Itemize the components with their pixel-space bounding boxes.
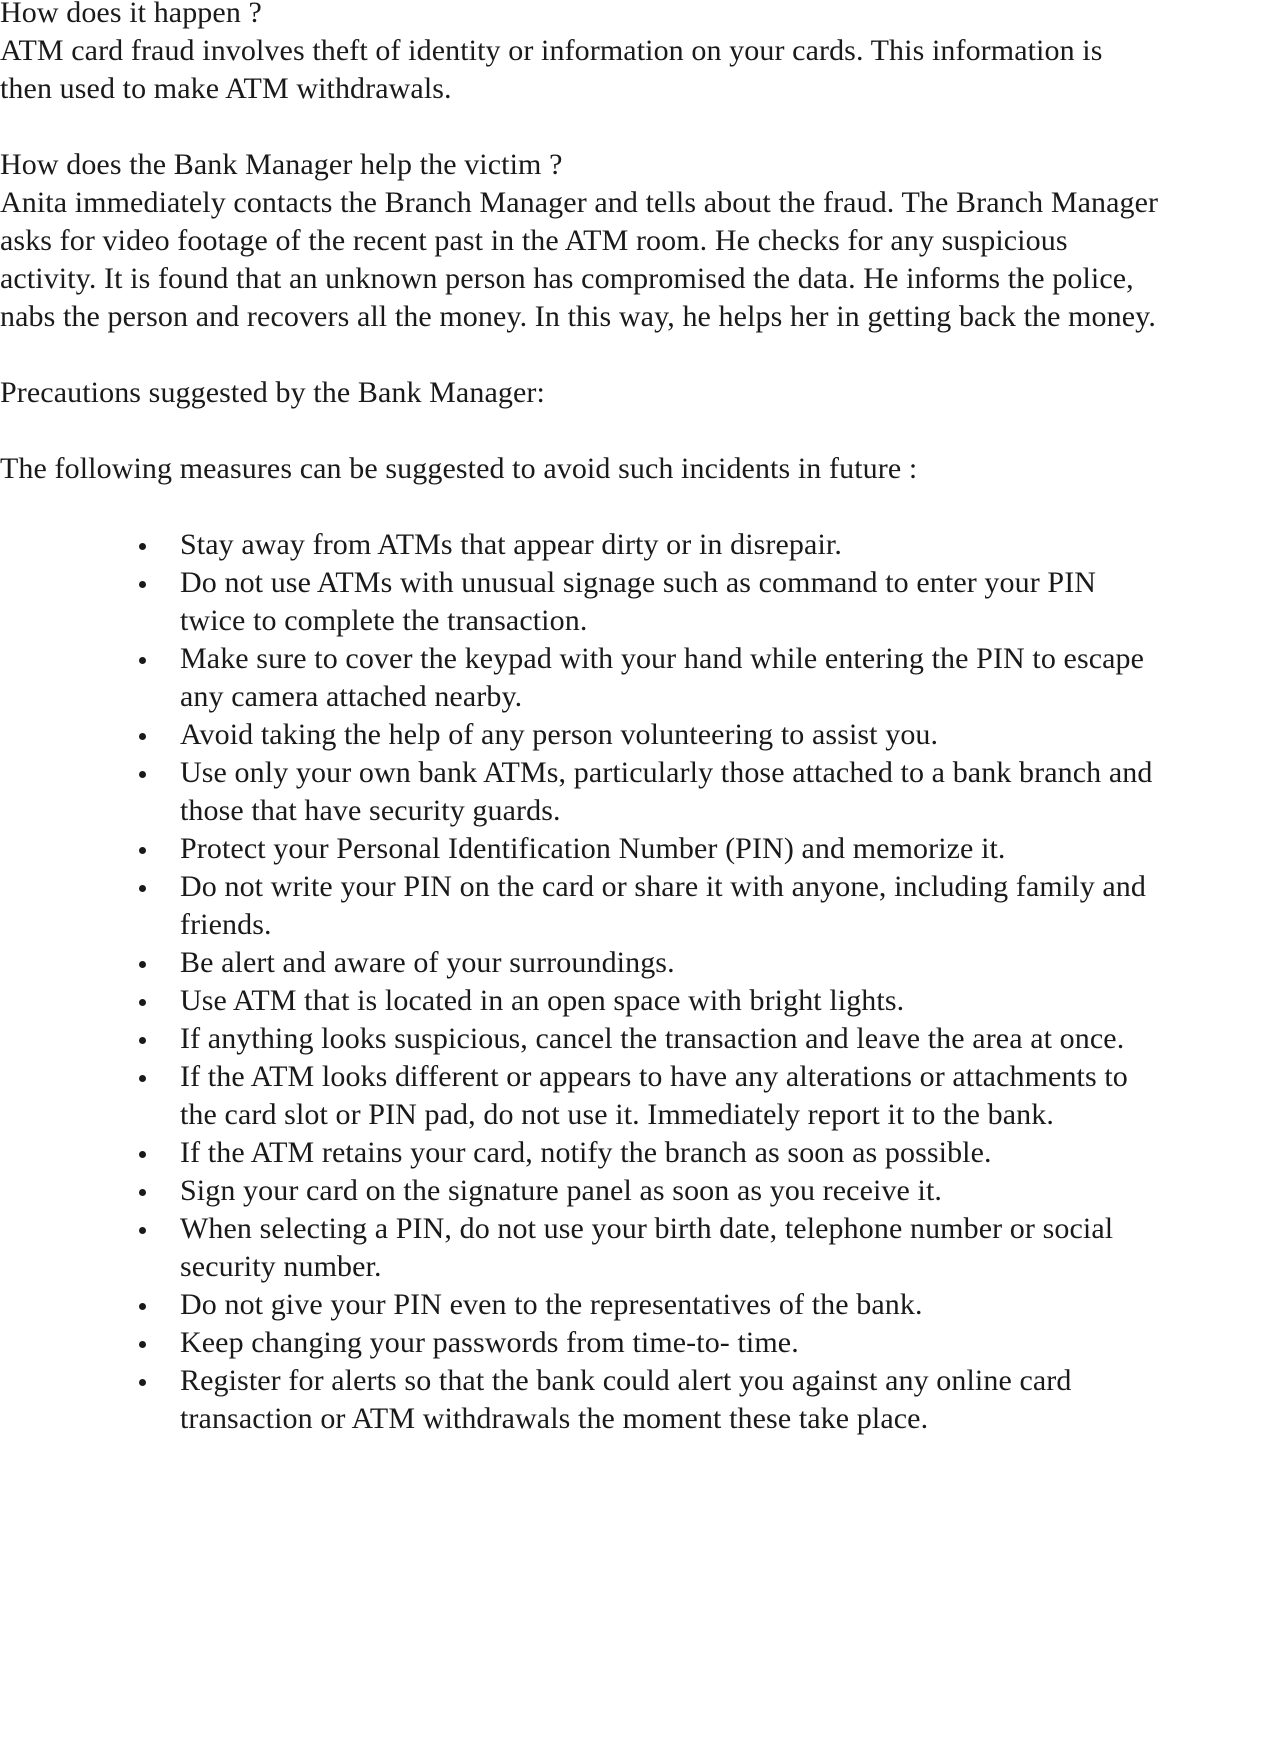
list-item: [0, 868, 1160, 944]
bullet-icon: [139, 1379, 146, 1386]
bullet-icon: [139, 1341, 146, 1348]
list-item: [0, 944, 1160, 982]
list-item: [0, 1210, 1160, 1286]
spacer: [0, 108, 1160, 146]
bullet-icon: [139, 733, 146, 740]
heading-precautions: Precautions suggested by the Bank Manager:: [0, 376, 545, 409]
list-item-text: Make sure to cover the keypad with your hand while entering the PIN to escape any camera attached nearby.: [180, 642, 1145, 713]
list-item-text: If the ATM looks different or appears to have any alterations or attachments to the card slot or PIN pad, do not use it. Immediately report it to the bank.: [180, 1060, 1128, 1131]
list-item-text: Avoid taking the help of any person volunteering to assist you.: [180, 718, 939, 751]
precautions-list: [0, 526, 1160, 1438]
bullet-icon: [139, 847, 146, 854]
paragraph-how-does-it-happen: ATM card fraud involves theft of identity or information on your cards. This information is then used to make ATM withdrawals.: [0, 34, 1103, 105]
list-item-text: Do not write your PIN on the card or share it with anyone, including family and friends.: [180, 870, 1147, 941]
heading-bank-manager-help: How does the Bank Manager help the victim ?: [0, 148, 563, 181]
list-item-text: Do not give your PIN even to the representatives of the bank.: [180, 1288, 923, 1321]
list-item-text: Use only your own bank ATMs, particularly those attached to a bank branch and those that have security guards.: [180, 756, 1153, 827]
list-item-text: Protect your Personal Identification Number (PIN) and memorize it.: [180, 832, 1006, 865]
list-item-text: Be alert and aware of your surroundings.: [180, 946, 675, 979]
list-item-text: Keep changing your passwords from time-to- time.: [180, 1326, 799, 1359]
spacer: [0, 488, 1160, 526]
paragraph-bank-manager-help: Anita immediately contacts the Branch Manager and tells about the fraud. The Branch Manager asks for video footage of the recent past in the ATM room. He checks for any suspicious activity. It is found that an unknown person has compromised the data. He informs the police, nabs the person and recovers all the money. In this way, he helps her in getting back the money.: [0, 186, 1159, 333]
list-item: [0, 526, 1160, 564]
list-item-text: Do not use ATMs with unusual signage such as command to enter your PIN twice to complete the transaction.: [180, 566, 1097, 637]
list-item: [0, 1020, 1160, 1058]
list-item: [0, 1172, 1160, 1210]
list-item: [0, 716, 1160, 754]
bullet-icon: [139, 581, 146, 588]
bullet-icon: [139, 1227, 146, 1234]
bullet-icon: [139, 1303, 146, 1310]
spacer: [0, 336, 1160, 374]
list-item: [0, 640, 1160, 716]
list-item: [0, 754, 1160, 830]
list-item-text: Use ATM that is located in an open space with bright lights.: [180, 984, 905, 1017]
list-item: [0, 564, 1160, 640]
list-item-text: If anything looks suspicious, cancel the transaction and leave the area at once.: [180, 1022, 1125, 1055]
bullet-icon: [139, 771, 146, 778]
bullet-icon: [139, 543, 146, 550]
list-item-text: Sign your card on the signature panel as soon as you receive it.: [180, 1174, 943, 1207]
list-item: [0, 830, 1160, 868]
list-item: [0, 1324, 1160, 1362]
bullet-icon: [139, 885, 146, 892]
bullet-icon: [139, 1075, 146, 1082]
bullet-icon: [139, 961, 146, 968]
list-item: [0, 982, 1160, 1020]
list-item: [0, 1058, 1160, 1134]
bullet-icon: [139, 657, 146, 664]
bullet-icon: [139, 1189, 146, 1196]
list-item-text: If the ATM retains your card, notify the branch as soon as possible.: [180, 1136, 992, 1169]
list-item-text: Register for alerts so that the bank could alert you against any online card transaction or ATM withdrawals the moment these take place.: [180, 1364, 1072, 1435]
bullet-icon: [139, 999, 146, 1006]
list-item-text: When selecting a PIN, do not use your birth date, telephone number or social security number.: [180, 1212, 1114, 1283]
list-item-text: Stay away from ATMs that appear dirty or in disrepair.: [180, 528, 842, 561]
list-item: [0, 1362, 1160, 1438]
bullet-icon: [139, 1037, 146, 1044]
precautions-intro: The following measures can be suggested to avoid such incidents in future :: [0, 452, 918, 485]
spacer: [0, 412, 1160, 450]
list-item: [0, 1286, 1160, 1324]
list-item: [0, 1134, 1160, 1172]
bullet-icon: [139, 1151, 146, 1158]
heading-how-does-it-happen: How does it happen ?: [0, 0, 262, 29]
